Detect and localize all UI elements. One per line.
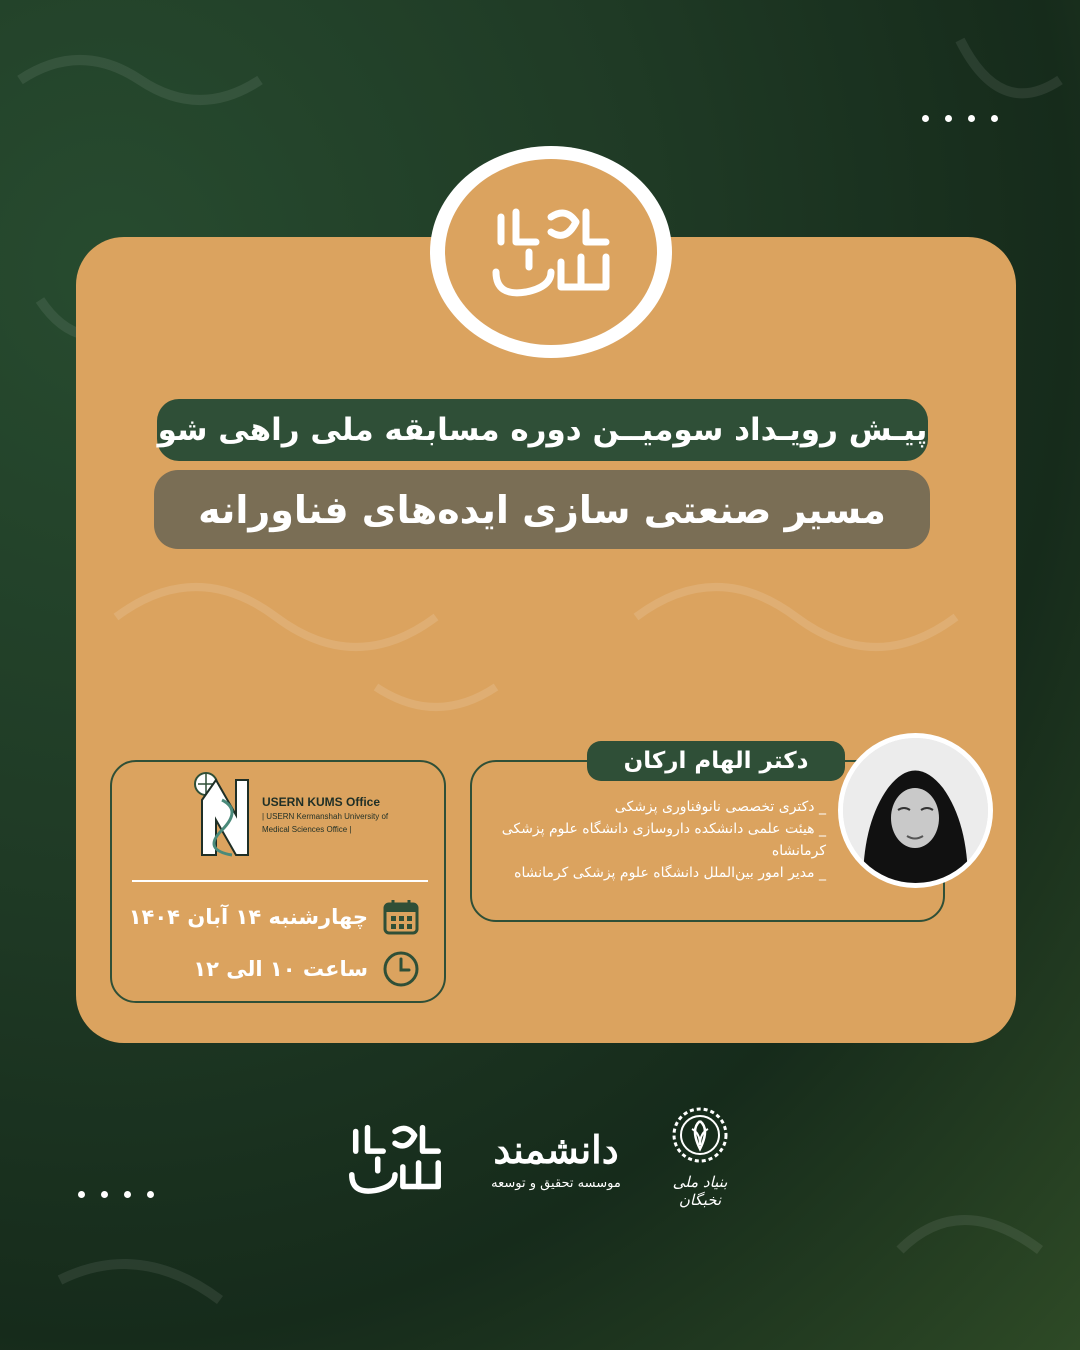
event-info-box [110, 760, 446, 1003]
credential-item: _ دکتری تخصصی نانوفناوری پزشکی [614, 799, 826, 815]
usern-desc-line2: Medical Sciences Office | [262, 825, 352, 834]
usern-name: USERN KUMS Office [262, 795, 381, 809]
event-time: ساعت ۱۰ الی ۱۲ [193, 957, 368, 981]
calendar-icon [382, 898, 420, 936]
daneshmand-title: دانشمند [493, 1127, 619, 1172]
speaker-credentials [486, 796, 826, 884]
event-subtitle: مسیر صنعتی سازی ایده‌های فناورانه [154, 470, 930, 549]
speaker-portrait [843, 738, 988, 883]
usern-logo [192, 770, 388, 860]
date-row [129, 898, 420, 936]
daneshmand-caption: موسسه تحقیق و توسعه [491, 1176, 621, 1191]
info-divider [132, 880, 428, 882]
speaker-photo [838, 733, 993, 888]
speaker-name: دکتر الهام ارکان [587, 741, 845, 781]
clock-icon [382, 950, 420, 988]
rahishow-footer-logo [340, 1109, 450, 1213]
credential-item: _ مدیر امور بین‌الملل دانشگاه علوم پزشکی کرمانشاه [514, 865, 826, 881]
decorative-dots-top [922, 115, 998, 122]
rahishow-logo-small [340, 1109, 450, 1209]
rahishow-logo-badge [430, 146, 672, 358]
bonyad-emblem-icon [670, 1105, 730, 1165]
event-title: پیـش رویـداد سومیــن دوره مسابقه ملی راهی شو [157, 399, 928, 461]
rahishow-logo [481, 197, 621, 307]
sponsor-logos [0, 1105, 1080, 1215]
usern-desc-line1: | USERN Kermanshah University of [262, 812, 389, 821]
bonyad-caption: بنیاد ملی نخبگان [672, 1173, 728, 1209]
usern-emblem-icon [192, 770, 256, 860]
bonyad-nokhbegan-logo [650, 1105, 750, 1209]
credential-item: _ هیئت علمی دانشکده داروسازی دانشگاه علوم پزشکی کرمانشاه [501, 821, 826, 859]
time-row [193, 950, 420, 988]
daneshmand-logo [476, 1127, 636, 1191]
event-date: چهارشنبه ۱۴ آبان ۱۴۰۴ [128, 905, 368, 929]
